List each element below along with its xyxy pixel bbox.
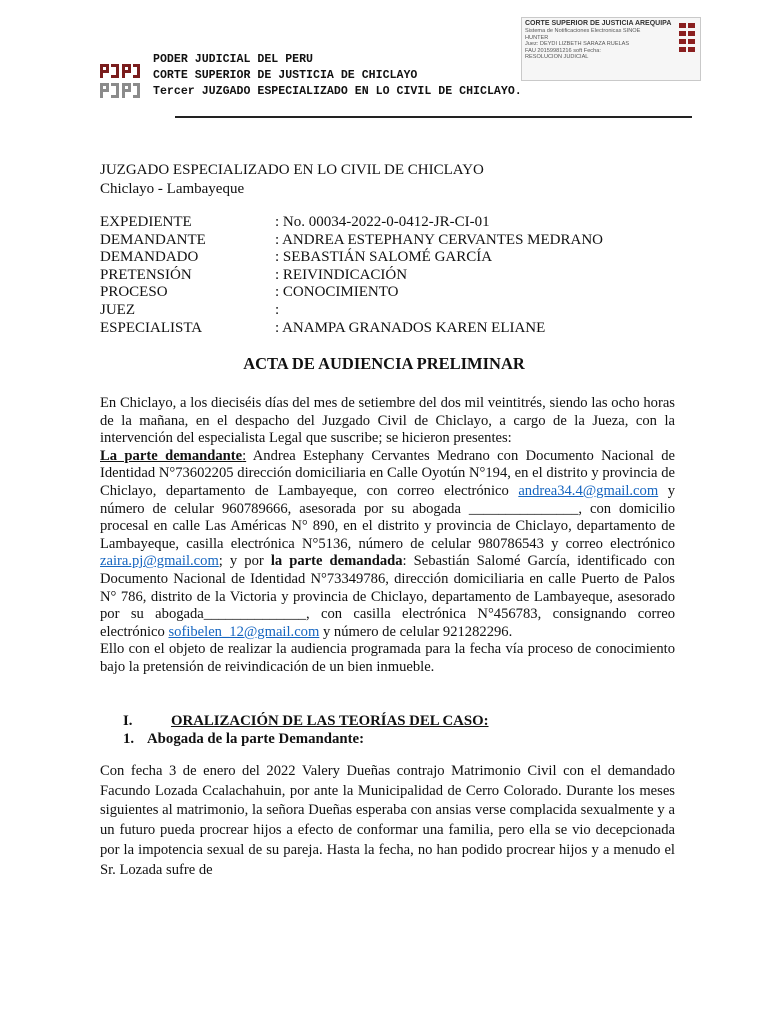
case-meta-row <box>100 249 700 267</box>
stamp-line-2: Sistema de Notificaciones Electronicas SINOE <box>525 28 641 34</box>
judiciary-logo-icon <box>99 62 141 100</box>
section-heading <box>123 713 489 730</box>
stamp-line-1: CORTE SUPERIOR DE JUSTICIA AREQUIPA <box>525 20 672 27</box>
institution-header <box>153 52 522 100</box>
header-divider <box>175 116 692 118</box>
section-number: I. <box>123 713 133 729</box>
case-meta-label: PROCESO <box>100 284 168 301</box>
defendant-text-1: : Sebastián Salomé García, identificado con Documento Nacional de Identidad N°73349786, dirección domiciliaria en calle Puerto de Palos N° 786, distrito de la Victoria y provincia de Chiclayo, departamento de Lambayeque, asesorado por su abogada______________, con casilla electrónica N°456783, consignando correo electrónico <box>100 553 675 640</box>
case-meta-value: : SEBASTIÁN SALOMÉ GARCÍA <box>275 249 493 266</box>
defendant-text-2: y número de celular 921282296. <box>319 623 513 640</box>
case-meta-row <box>100 320 700 338</box>
case-meta-value: : <box>275 301 280 318</box>
argument-paragraph: Con fecha 3 de enero del 2022 Valery Dueñas contrajo Matrimonio Civil con el demandado Facundo Lozada Ccalachahuin, por ante la Municipalidad de Cerro Colorado. Durante los meses siguientes al matrimonio, la señora Dueñas esperaba con ansias verse complacida sexualmente y a un futuro pueda procrear hijos a efecto de conformar una familia, pero ella se vio decepcionada por la impotencia sexual de su pareja. Hasta la fecha, no han podido procrear hijos y a menudo el Sr. Lozada sufre de <box>100 763 675 878</box>
defendant-email-link[interactable]: sofibelen_12@gmail.com <box>168 623 320 640</box>
plaintiff-lawyer-email-link[interactable]: zaira.pj@gmail.com <box>100 553 219 570</box>
case-meta-label: JUEZ <box>100 301 135 318</box>
case-metadata <box>100 214 700 337</box>
case-meta-value: : CONOCIMIENTO <box>275 284 399 301</box>
subsection-title: Abogada de la parte Demandante: <box>147 731 365 747</box>
header-line-3: Tercer JUZGADO ESPECIALIZADO EN LO CIVIL DE CHICLAYO. <box>153 85 522 98</box>
case-meta-label: ESPECIALISTA <box>100 319 203 336</box>
plaintiff-heading-colon: : <box>242 447 247 464</box>
plaintiff-text-3: ; y por <box>218 553 271 570</box>
stamp-line-4: Juez: DEYDI LIZBETH SARAZA RUELAS <box>525 41 630 48</box>
case-meta-row <box>100 302 700 320</box>
court-location: Chiclayo - Lambayeque <box>100 181 245 197</box>
header-line-2: CORTE SUPERIOR DE JUSTICIA DE CHICLAYO <box>153 69 418 82</box>
case-meta-row <box>100 284 700 302</box>
case-meta-value: : No. 00034-2022-0-0412-JR-CI-01 <box>275 214 490 230</box>
case-meta-value: : ANAMPA GRANADOS KAREN ELIANE <box>275 319 546 336</box>
court-name: JUZGADO ESPECIALIZADO EN LO CIVIL DE CHICLAYO <box>100 162 484 178</box>
closing-text: Ello con el objeto de realizar la audiencia programada para la fecha vía proceso de conocimiento bajo la pretensión de reivindicación de un bien inmueble. <box>100 641 675 675</box>
case-meta-value: : REIVINDICACIÓN <box>275 266 408 283</box>
stamp-line-5: FAU 20159981216 soft Fecha: <box>525 47 601 54</box>
intro-text: En Chiclayo, a los dieciséis días del mes de setiembre del dos mil veintitrés, siendo las ocho horas de la mañana, en el despacho del Juzgado Civil de Chiclayo, a cargo de la Jueza, con la intervención del especialista Legal que suscribe; se hicieron presentes: <box>100 395 675 447</box>
case-meta-value: : ANDREA ESTEPHANY CERVANTES MEDRANO <box>275 231 603 248</box>
plaintiff-text-2: y número de celular 960789666, asesorada por su abogada _______________, con domicilio procesal en calle Las Américas N° 890, en el distrito y provincia de Chiclayo, departamento de Lambayeque, casilla electrónica N°5136, número de celular 980786543 y correo electrónico <box>100 482 675 552</box>
defendant-heading: la parte demandada <box>270 553 403 570</box>
subsection-number: 1. <box>123 731 135 747</box>
plaintiff-email-link[interactable]: andrea34.4@gmail.com <box>518 482 659 499</box>
stamp-line-6: RESOLUCION JUDICIAL <box>525 54 589 61</box>
case-meta-label: EXPEDIENTE <box>100 214 192 230</box>
section-title: ORALIZACIÓN DE LAS TEORÍAS DEL CASO: <box>171 713 489 729</box>
intro-paragraph <box>100 395 675 677</box>
header-line-1: PODER JUDICIAL DEL PERU <box>153 53 314 66</box>
case-meta-row <box>100 267 700 285</box>
plaintiff-heading: La parte demandante <box>100 447 243 464</box>
case-meta-row <box>100 232 700 250</box>
plaintiff-text-1: Andrea Estephany Cervantes Medrano con Documento Nacional de Identidad N°73602205 dirección domiciliaria en Calle Oyotún N°194, en el distrito y provincia de Chiclayo, departamento de Lambayeque, con correo electrónico <box>100 447 675 499</box>
electronic-signature-stamp <box>521 17 701 81</box>
document-body <box>100 395 675 677</box>
case-meta-label: PRETENSIÓN <box>100 266 192 283</box>
case-meta-row <box>100 214 700 232</box>
case-meta-label: DEMANDANTE <box>100 231 206 248</box>
stamp-seal-icon <box>677 21 697 71</box>
plaintiff-argument <box>100 762 675 880</box>
document-title: ACTA DE AUDIENCIA PRELIMINAR <box>243 354 525 373</box>
case-meta-label: DEMANDADO <box>100 249 199 266</box>
court-block <box>100 161 484 199</box>
subsection-heading <box>123 731 364 748</box>
stamp-line-3: HUNTER <box>525 34 549 41</box>
